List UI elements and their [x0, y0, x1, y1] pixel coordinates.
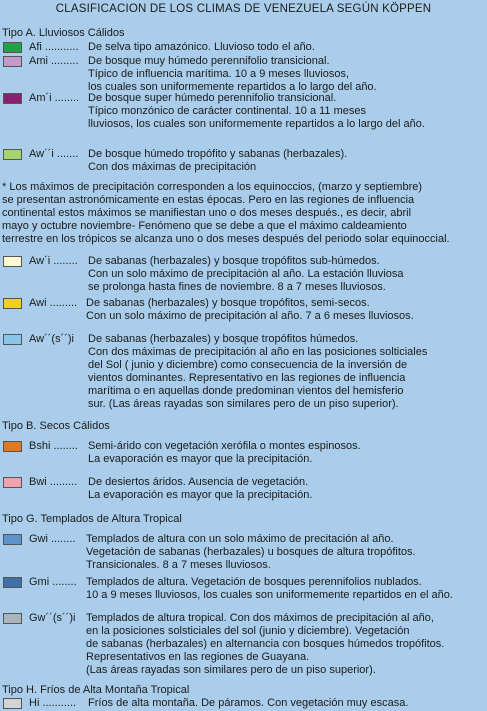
climate-description: Con dos máximas de precipitación al año en las posiciones solticiales [88, 346, 428, 358]
color-swatch-bwi [3, 477, 22, 488]
color-swatch-hi [3, 698, 22, 709]
climate-code: Am´i ........ [29, 92, 80, 104]
climate-code: Aw´´(s´´)i [29, 333, 75, 345]
climate-description: (Las áreas rayadas son similares pero de un piso superior). [86, 664, 376, 676]
climate-description: sur. (Las áreas rayadas son similares pero de un piso superior). [88, 398, 399, 410]
climate-description: Templados de altura. Vegetación de bosques perennifolios nublados. [86, 576, 422, 588]
climate-code: Gmi ........ [29, 576, 77, 588]
climate-code: Awi ......... [29, 297, 78, 309]
climate-code: Bwi ......... [29, 476, 78, 488]
section-tipo-b: Tipo B. Secos Cálidos [2, 420, 110, 432]
footnote-line: terrestre en los trópicos se alcanza uno o dos meses después del periodo solar equinoccial. [2, 233, 450, 245]
color-swatch-gws [3, 613, 22, 624]
climate-code: Aw´´i ....... [29, 148, 79, 160]
section-tipo-h: Tipo H. Fríos de Alta Montaña Tropical [2, 684, 190, 696]
color-swatch-gwi [3, 534, 22, 545]
equinox-footnote [2, 181, 485, 246]
climate-description: los cuales son uniformemente repartidos a lo largo del año. [88, 81, 377, 93]
climate-description: Con un solo máximo de precipitación al año. 7 a 6 meses lluviosos. [86, 310, 414, 322]
climate-description: vientos dominantes. Representativo en las regiones de influencia [88, 372, 406, 384]
climate-code: Gw´´(s´´)i [29, 612, 76, 624]
climate-code: Gwi ........ [29, 533, 76, 545]
climate-description: Fríos de alta montaña. De páramos. Con vegetación muy escasa. [88, 697, 409, 709]
climate-description: del Sol ( junio y diciembre) como consecuencia de la inversión de [88, 359, 408, 371]
climate-description: marítima o en aquellas donde predominan vientos del hemisferio [88, 385, 404, 397]
color-swatch-ami [3, 56, 22, 67]
climate-description: De bosque muy húmedo perennifolio transicional. [88, 55, 330, 67]
climate-description: De sabanas (herbazales) y bosque tropófitos, semi-secos. [86, 297, 370, 309]
color-swatch-am-i [3, 93, 22, 104]
climate-code: Aw´i ........ [29, 255, 78, 267]
climate-code: Bshi ........ [29, 440, 78, 452]
climate-description: De selva tipo amazónico. Lluvioso todo el año. [88, 41, 315, 53]
page-title: CLASIFICACION DE LOS CLIMAS DE VENEZUELA SEGÚN KÖPPEN [55, 3, 432, 15]
climate-description: Semi-árido con vegetación xerófila o montes espinosos. [88, 440, 361, 452]
color-swatch-awii [3, 149, 22, 160]
climate-description: La evaporación es mayor que la precipitación. [88, 453, 313, 465]
climate-description: 10 a 9 meses lluviosos, los cuales son uniformemente repartidos en el año. [86, 589, 453, 601]
color-swatch-awi [3, 256, 22, 267]
climate-code: Ami ......... [29, 55, 79, 67]
climate-code: Hi ........... [29, 697, 77, 709]
footnote-line: mayo y octubre noviembre- Fenómeno que se debe a que el máximo caldeamiento [2, 220, 407, 232]
color-swatch-gmi [3, 577, 22, 588]
climate-description: Templados de altura con un solo máximo de precitación al año. [86, 533, 394, 545]
climate-description: se prolonga hasta fines de noviembre. 8 a 7 meses lluviosos. [88, 281, 386, 293]
climate-description: Con un solo máximo de precipitación al año. La estación lluviosa [88, 268, 404, 280]
climate-description: Típico monzónico de carácter continental. 10 a 11 meses [88, 105, 367, 117]
climate-description: De bosque super húmedo perennifolio transicional. [88, 92, 337, 104]
climate-description: Transicionales. 8 a 7 meses lluviosos. [86, 559, 271, 571]
climate-description: Representativos en las regiones de Guayana. [86, 651, 310, 663]
color-swatch-aws [3, 334, 22, 345]
climate-description: de sabanas (herbazales) en alternancia con bosques húmedos tropófitos. [86, 638, 445, 650]
climate-description: Templados de altura tropical. Con dos máximos de precipitación al año, [86, 612, 434, 624]
climate-description: La evaporación es mayor que la precipitación. [88, 489, 313, 501]
color-swatch-afi [3, 42, 22, 53]
footnote-line: se presentan astronómicamente en estas épocas. Pero en las regiones de influencia [2, 194, 415, 206]
climate-description: De sabanas (herbazales) y bosque tropófitos húmedos. [88, 333, 359, 345]
climate-description: De bosque húmedo tropófito y sabanas (herbazales). [88, 148, 348, 160]
climate-description: Vegetación de sabanas (herbazales) u bosques de altura tropófitos. [86, 546, 416, 558]
climate-description: lluviosos, los cuales son uniformemente repartidos a lo largo del año. [88, 118, 425, 130]
climate-description: Típico de influencia marítima. 10 a 9 meses lluviosos, [88, 68, 350, 80]
footnote-line: * Los máximos de precipitación corresponden a los equinoccios, (marzo y septiembre) [2, 181, 423, 193]
color-swatch-awi-semi [3, 298, 22, 309]
climate-code: Afi ........... [29, 41, 79, 53]
footnote-line: continental estos máximos se manifiestan uno o dos meses después., es decir, abril [2, 207, 412, 219]
section-tipo-g: Tipo G. Templados de Altura Tropical [2, 513, 182, 525]
section-tipo-a: Tipo A. Lluviosos Cálidos [2, 27, 125, 39]
climate-description: en la posiciones solsticiales del sol (junio y diciembre). Vegetación [86, 625, 410, 637]
color-swatch-bshi [3, 441, 22, 452]
climate-description: De sabanas (herbazales) y bosque tropófitos sub-húmedos. [88, 255, 380, 267]
climate-description: Con dos máximas de precipitación [88, 161, 257, 173]
climate-description: De desiertos áridos. Ausencia de vegetación. [88, 476, 309, 488]
